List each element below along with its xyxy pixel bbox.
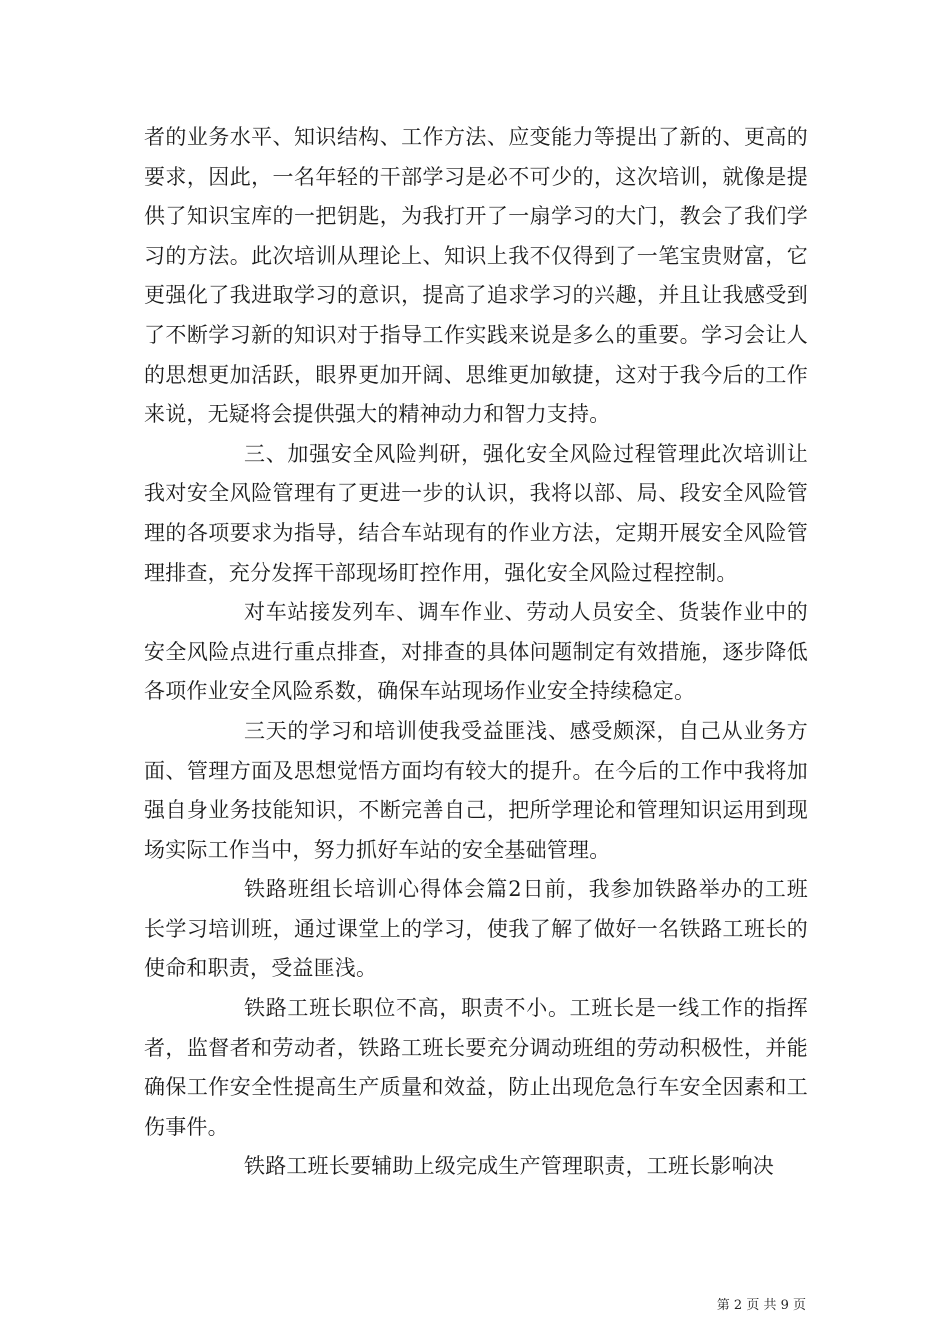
paragraph-5: 铁路班组长培训心得体会篇2日前，我参加铁路举办的工班长学习培训班，通过课堂上的学习，使我了解了做好一名铁路工班长的使命和职责，受益匪浅。 bbox=[144, 877, 808, 981]
paragraph-1: 者的业务水平、知识结构、工作方法、应变能力等提出了新的、更高的要求，因此，一名年轻的干部学习是必不可少的，这次培训，就像是提供了知识宝库的一把钥匙，为我打开了一扇学习的大门，教会了我们学习的方法。此次培训从理论上、知识上我不仅得到了一笔宝贵财富，它更强化了我进取学习的意识，提高了追求学习的兴趣，并且让我感受到了不断学习新的知识对于指导工作实践来说是多么的重要。学习会让人的思想更加活跃，眼界更加开阔、思维更加敏捷，这对于我今后的工作来说，无疑将会提供强大的精神动力和智力支持。 bbox=[144, 125, 808, 427]
document-body bbox=[144, 118, 808, 1187]
paragraph-3: 对车站接发列车、调车作业、劳动人员安全、货装作业中的安全风险点进行重点排查，对排查的具体问题制定有效措施，逐步降低各项作业安全风险系数，确保车站现场作业安全持续稳定。 bbox=[144, 600, 808, 704]
paragraph-6: 铁路工班长职位不高，职责不小。工班长是一线工作的指挥者，监督者和劳动者，铁路工班长要充分调动班组的劳动积极性，并能确保工作安全性提高生产质量和效益，防止出现危急行车安全因素和工伤事件。 bbox=[144, 996, 808, 1139]
paragraph-2: 三、加强安全风险判研，强化安全风险过程管理此次培训让我对安全风险管理有了更进一步的认识，我将以部、局、段安全风险管理的各项要求为指导，结合车站现有的作业方法，定期开展安全风险管理排查，充分发挥干部现场盯控作用，强化安全风险过程控制。 bbox=[144, 441, 808, 585]
paragraph-4: 三天的学习和培训使我受益匪浅、感受颇深，自己从业务方面、管理方面及思想觉悟方面均有较大的提升。在今后的工作中我将加强自身业务技能知识，不断完善自己，把所学理论和管理知识运用到现场实际工作当中，努力抓好车站的安全基础管理。 bbox=[144, 718, 808, 862]
page-number-footer: 第 2 页 共 9 页 bbox=[716, 1298, 806, 1313]
paragraph-7: 铁路工班长要辅助上级完成生产管理职责，工班长影响决 bbox=[244, 1154, 774, 1179]
